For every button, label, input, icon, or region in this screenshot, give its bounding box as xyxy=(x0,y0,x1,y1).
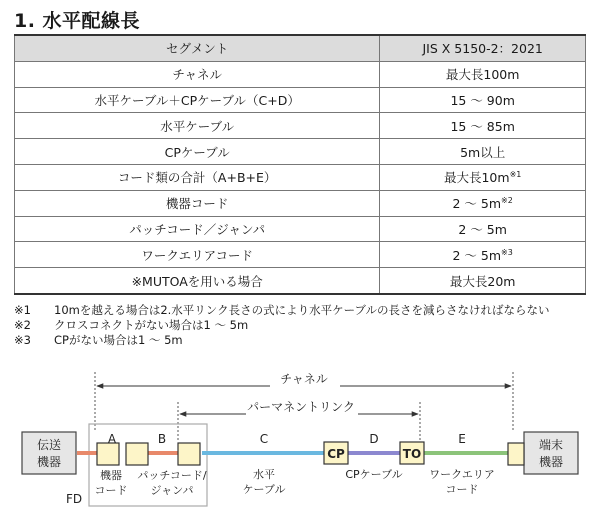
length-value: 2 〜 5m xyxy=(452,247,502,263)
cp-cable-label: CPケーブル xyxy=(345,468,403,481)
length-value: 最大長20m xyxy=(449,273,516,289)
connector-fd-3 xyxy=(178,443,200,465)
segment-cell: ※MUTOAを用いる場合 xyxy=(15,268,380,294)
patch-cord-label-2: ジャンパ xyxy=(150,484,194,497)
footnote-text: 10mを越える場合は2.水平リンク長さの式により水平ケーブルの長さを減らさなければならない xyxy=(54,303,550,317)
equipment-cord-label-2: コード xyxy=(94,484,128,497)
fd-label: FD xyxy=(66,492,83,506)
footnote-ref: ※2 xyxy=(501,196,513,206)
footnote-ref: ※3 xyxy=(501,247,513,257)
segment-cell: 機器コード xyxy=(15,190,380,216)
segment-c-letter: C xyxy=(259,432,269,446)
section-heading: 1. 水平配線長 xyxy=(14,10,141,32)
length-value: 5m以上 xyxy=(460,144,506,160)
patch-cord-label-1: パッチコード/ xyxy=(137,469,207,482)
permanent-link-label: パーマネントリンク xyxy=(247,400,355,414)
length-value: 2 〜 5m xyxy=(458,221,507,237)
terminal-equipment-label-2: 機器 xyxy=(538,455,564,469)
connector-fd-1 xyxy=(97,443,119,465)
length-value: 2 〜 5m xyxy=(452,196,502,212)
footnote-text: CPがない場合は1 〜 5m xyxy=(54,333,183,347)
connector-terminal xyxy=(508,443,524,465)
length-value: 15 〜 90m xyxy=(450,92,515,108)
horizontal-cable-label-1: 水平 xyxy=(253,468,275,481)
work-area-cord-label-2: コード xyxy=(445,483,479,496)
segment-cell: チャネル xyxy=(15,61,380,87)
segment-cell: 水平ケーブル＋CPケーブル（C+D） xyxy=(15,87,380,113)
channel-label: チャネル xyxy=(280,372,328,386)
segment-b-letter: B xyxy=(157,432,167,446)
work-area-cord-label-1: ワークエリア xyxy=(429,468,495,481)
horizontal-cable-label-2: ケーブル xyxy=(242,483,286,496)
segment-e-letter: E xyxy=(458,432,466,446)
segment-cell: コード類の合計（A+B+E） xyxy=(15,164,380,190)
equipment-cord-label-1: 機器 xyxy=(100,469,122,482)
footnote-mark: ※3 xyxy=(14,333,31,347)
footnote-mark: ※1 xyxy=(14,303,31,317)
connector-fd-2 xyxy=(126,443,148,465)
segment-cell: パッチコード／ジャンパ xyxy=(15,216,380,242)
table-header-standard: JIS X 5150-2：2021 xyxy=(380,35,586,61)
segment-d-letter: D xyxy=(369,432,379,446)
transmission-equipment-label-2: 機器 xyxy=(36,455,62,469)
footnote-mark: ※2 xyxy=(14,318,31,332)
segment-cell: CPケーブル xyxy=(15,139,380,165)
segment-a-letter: A xyxy=(107,432,117,446)
cp-label: CP xyxy=(327,447,345,461)
to-label: TO xyxy=(402,447,422,461)
transmission-equipment-label-1: 伝送 xyxy=(36,438,62,452)
footnote-text: クロスコネクトがない場合は1 〜 5m xyxy=(54,318,249,332)
table-header-segment: セグメント xyxy=(15,35,380,61)
length-value: 最大長100m xyxy=(445,67,520,83)
terminal-equipment-label-1: 端末 xyxy=(538,438,564,452)
length-value: 15 〜 85m xyxy=(450,118,515,134)
footnote-ref: ※1 xyxy=(509,170,522,180)
length-value: 最大長10m xyxy=(443,170,510,186)
segment-cell: 水平ケーブル xyxy=(15,113,380,139)
segment-cell: ワークエリアコード xyxy=(15,242,380,268)
